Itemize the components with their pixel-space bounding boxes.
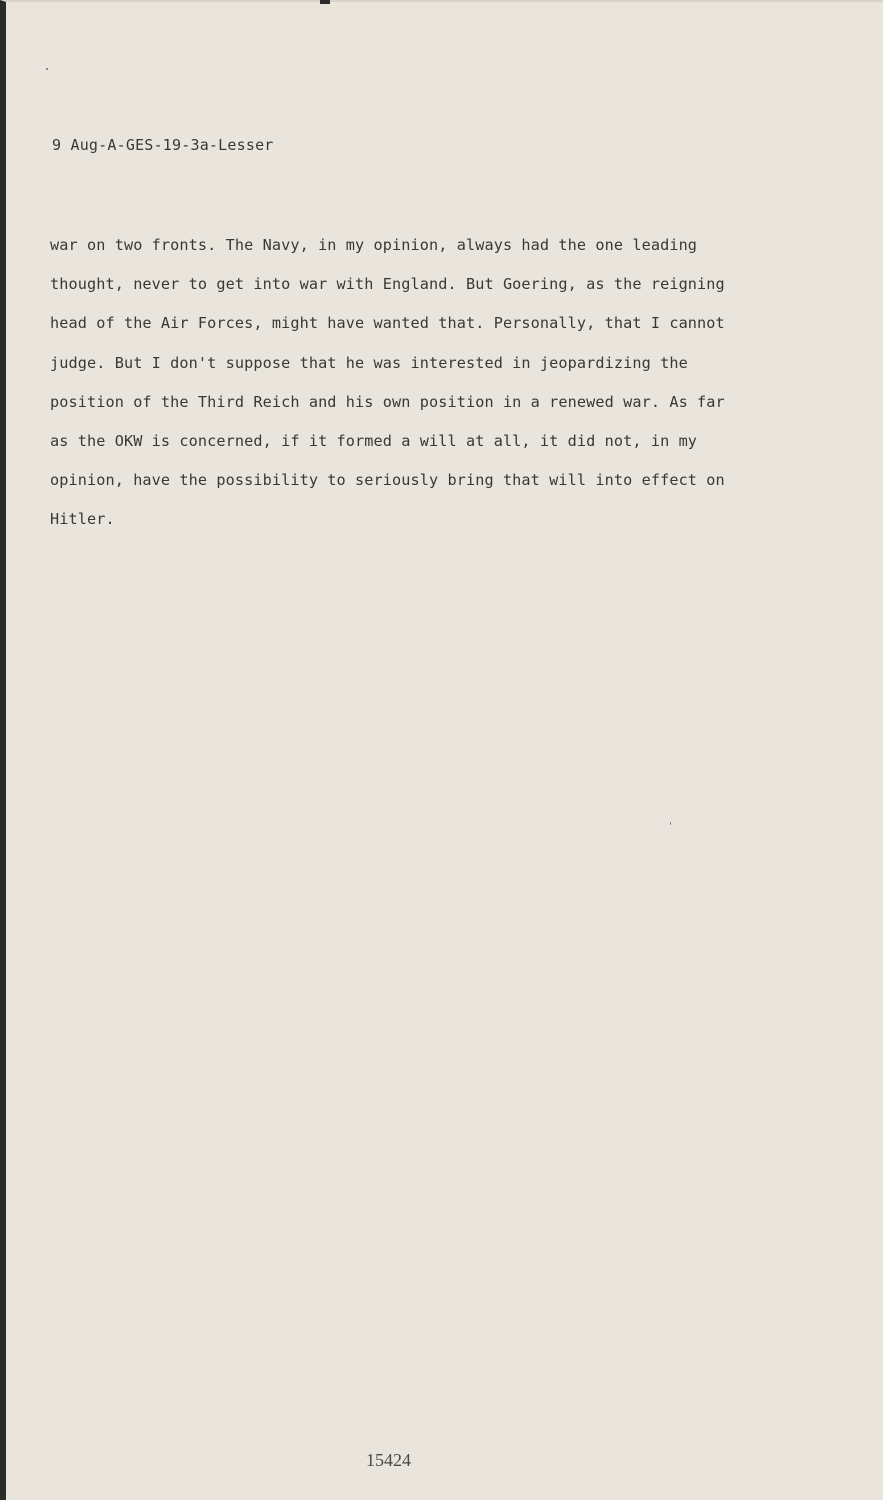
binding-mark	[320, 0, 330, 4]
body-line: as the OKW is concerned, if it formed a will at all, it did not, in my	[50, 432, 698, 451]
page-number: 15424	[366, 1450, 411, 1470]
body-line: head of the Air Forces, might have wanted that. Personally, that I cannot	[50, 314, 725, 333]
document-reference: 9 Aug-A-GES-19-3a-Lesser	[52, 136, 274, 154]
paper-speck	[670, 822, 671, 825]
body-line: war on two fronts. The Navy, in my opinion, always had the one leading	[50, 236, 698, 254]
paper-speck	[46, 68, 48, 70]
body-line: judge. But I don't suppose that he was interested in jeopardizing the	[50, 353, 688, 372]
body-line: Hitler.	[50, 510, 115, 529]
body-line: opinion, have the possibility to seriously bring that will into effect on	[50, 471, 725, 490]
body-line: position of the Third Reich and his own position in a renewed war. As far	[50, 392, 725, 411]
body-line: thought, never to get into war with England. But Goering, as the reigning	[50, 275, 725, 294]
document-body	[50, 226, 780, 540]
